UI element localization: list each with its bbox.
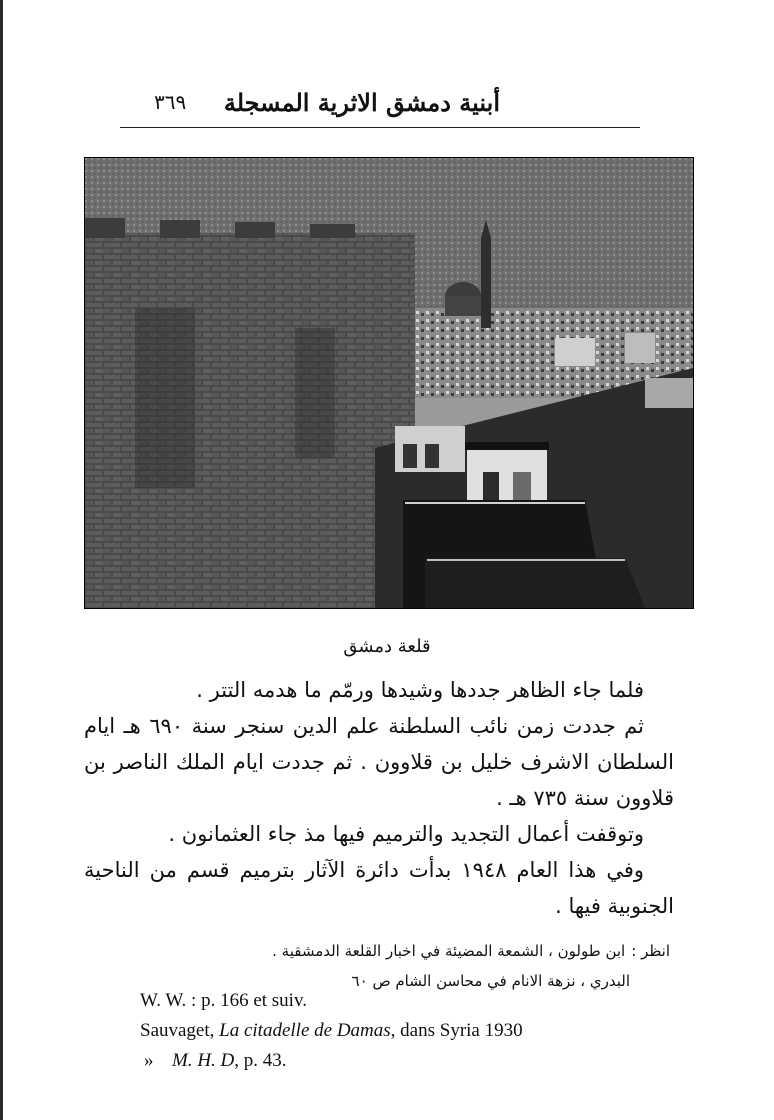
reference-title: La citadelle de Damas <box>219 1020 391 1041</box>
latin-reference-1 <box>140 986 660 1016</box>
arabic-reference-1 <box>250 936 670 966</box>
arabic-reference-2: البدري ، نزهة الانام في محاسن الشام ص ٦٠ <box>351 972 630 990</box>
latin-references <box>140 986 660 1076</box>
paragraph: فلما جاء الظاهر جددها وشيدها ورمّم ما هدمه التتر . <box>196 678 644 702</box>
paragraph: وفي هذا العام ١٩٤٨ بدأت دائرة الآثار بترميم قسم من الناحية الجنوبية فيها . <box>84 858 674 918</box>
ditto-mark: » <box>144 1050 154 1071</box>
citadel-photograph <box>84 157 694 609</box>
figure-caption: قلعة دمشق <box>343 636 431 657</box>
see-label: انظر : <box>631 942 670 960</box>
latin-reference-2 <box>140 1016 660 1046</box>
body-text <box>84 672 674 924</box>
page-edge <box>0 0 3 1120</box>
reference-text: ابن طولون ، الشمعة المضيئة في اخبار القلعة الدمشقية . <box>272 942 626 960</box>
reference-author: Sauvaget, <box>140 1020 220 1041</box>
header-rule <box>120 127 640 128</box>
reference-title: M. H. D <box>172 1050 235 1071</box>
reference-author: W. W. : p. 166 et suiv. <box>140 990 307 1011</box>
running-title: أبنية دمشق الاثرية المسجلة <box>223 88 500 117</box>
reference-rest: , p. 43. <box>234 1050 287 1071</box>
paragraph: وتوقفت أعمال التجديد والترميم فيها مذ جاء العثمانون . <box>168 822 644 846</box>
page-number: ٣٦٩ <box>154 90 187 114</box>
reference-rest: , dans Syria 1930 <box>390 1020 523 1041</box>
page-header <box>120 86 640 128</box>
latin-reference-3 <box>140 1046 660 1076</box>
paragraph: ثم جددت زمن نائب السلطنة علم الدين سنجر سنة ٦٩٠ هـ ايام السلطان الاشرف خليل بن قلاوون . ثم جددت ايام الملك الناصر بن قلاوون سنة ٧٣٥ هـ . <box>84 714 674 810</box>
